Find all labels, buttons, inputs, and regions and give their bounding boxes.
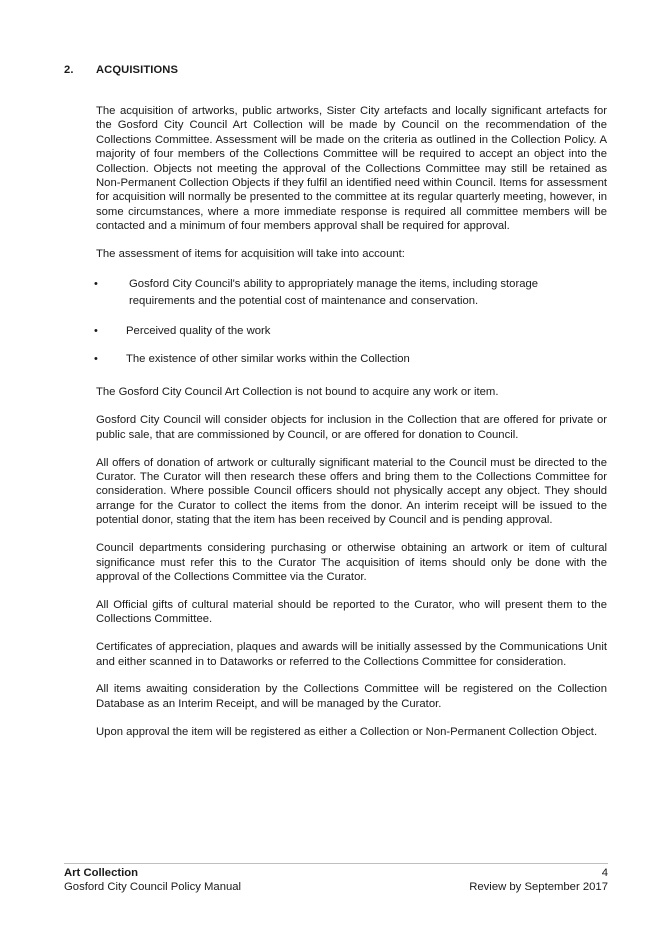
paragraph-assessment-intro: The assessment of items for acquisition will take into account: <box>96 248 405 261</box>
list-item <box>96 352 607 366</box>
footer-page-number: 4 <box>601 867 608 879</box>
paragraph-council-departments: Council departments considering purchasing or otherwise obtaining an artwork or item of cultural significance must refer this to the Curator The acquisition of items should only be done with the approval of the Collections Committee via the Curator. <box>96 542 607 583</box>
footer-manual-name: Gosford City Council Policy Manual <box>64 881 242 893</box>
paragraph-registration: Upon approval the item will be registered as either a Collection or Non-Permanent Collection Object. <box>96 725 598 738</box>
section-body <box>96 104 607 753</box>
page-footer <box>64 866 608 894</box>
paragraph-not-bound: The Gosford City Council Art Collection is not bound to acquire any work or item. <box>96 386 499 399</box>
list-item-text: Gosford City Council's ability to appropriately manage the items, including storage requirements and the potential cost of maintenance and conservation. <box>129 277 539 307</box>
paragraph-certificates: Certificates of appreciation, plaques and awards will be initially assessed by the Communications Unit and either scanned in to Dataworks or referred to the Collections Committee for consideration. <box>96 641 607 668</box>
bullet-icon: • <box>94 277 98 290</box>
footer-review-date: Review by September 2017 <box>469 881 608 893</box>
paragraph-donation-offers: All offers of donation of artwork or culturally significant material to the Council must be directed to the Curator. The Curator will then research these offers and bring them to the Collections Committee for consideration. Where possible Council officers should not physically accept any object. They should arrange for the Curator to collect the items from the donor. An interim receipt will be issued to the potential donor, stating that the item has been received by Council and is pending approval. <box>96 456 607 527</box>
bullet-icon: • <box>94 324 98 337</box>
footer-divider <box>64 863 608 864</box>
paragraph-official-gifts: All Official gifts of cultural material should be reported to the Curator, who will present them to the Collections Committee. <box>96 598 607 626</box>
list-item-text: Perceived quality of the work <box>126 324 271 337</box>
footer-doc-title: Art Collection <box>64 867 139 879</box>
list-item-text: The existence of other similar works within the Collection <box>126 352 410 365</box>
footer-row-bottom <box>64 880 608 894</box>
list-item <box>96 276 607 310</box>
bullet-icon: • <box>94 352 98 365</box>
section-heading <box>64 64 178 76</box>
section-title: ACQUISITIONS <box>96 64 179 76</box>
list-item <box>96 324 607 338</box>
section-number: 2. <box>64 64 74 76</box>
paragraph-acquisition-overview: The acquisition of artworks, public artworks, Sister City artefacts and locally significant artefacts for the Gosford City Council Art Collection will be made by Council on the recommendation of the Collections Committee. Assessment will be made on the criteria as outlined in the Collection Policy. A majority of four members of the Collections Committee will be required to accept an object into the Collection. Objects not meeting the approval of the Collections Committee may still be retained as Non-Permanent Collection Objects if they fulfil an identified need within Council. Items for assessment for acquisition will normally be presented to the committee at its regular quarterly meeting, however, in some circumstances, where a more immediate response is required all committee members will be contacted and a minimum of four members approval shall be required for approval. <box>96 105 607 233</box>
paragraph-consider-objects: Gosford City Council will consider objects for inclusion in the Collection that are offered for private or public sale, that are commissioned by Council, or are offered for donation to Council. <box>96 414 607 441</box>
assessment-criteria-list <box>96 276 607 367</box>
paragraph-interim-receipt: All items awaiting consideration by the Collections Committee will be registered on the Collection Database as an Interim Receipt, and will be managed by the Curator. <box>96 683 607 710</box>
footer-row-top <box>64 866 608 880</box>
